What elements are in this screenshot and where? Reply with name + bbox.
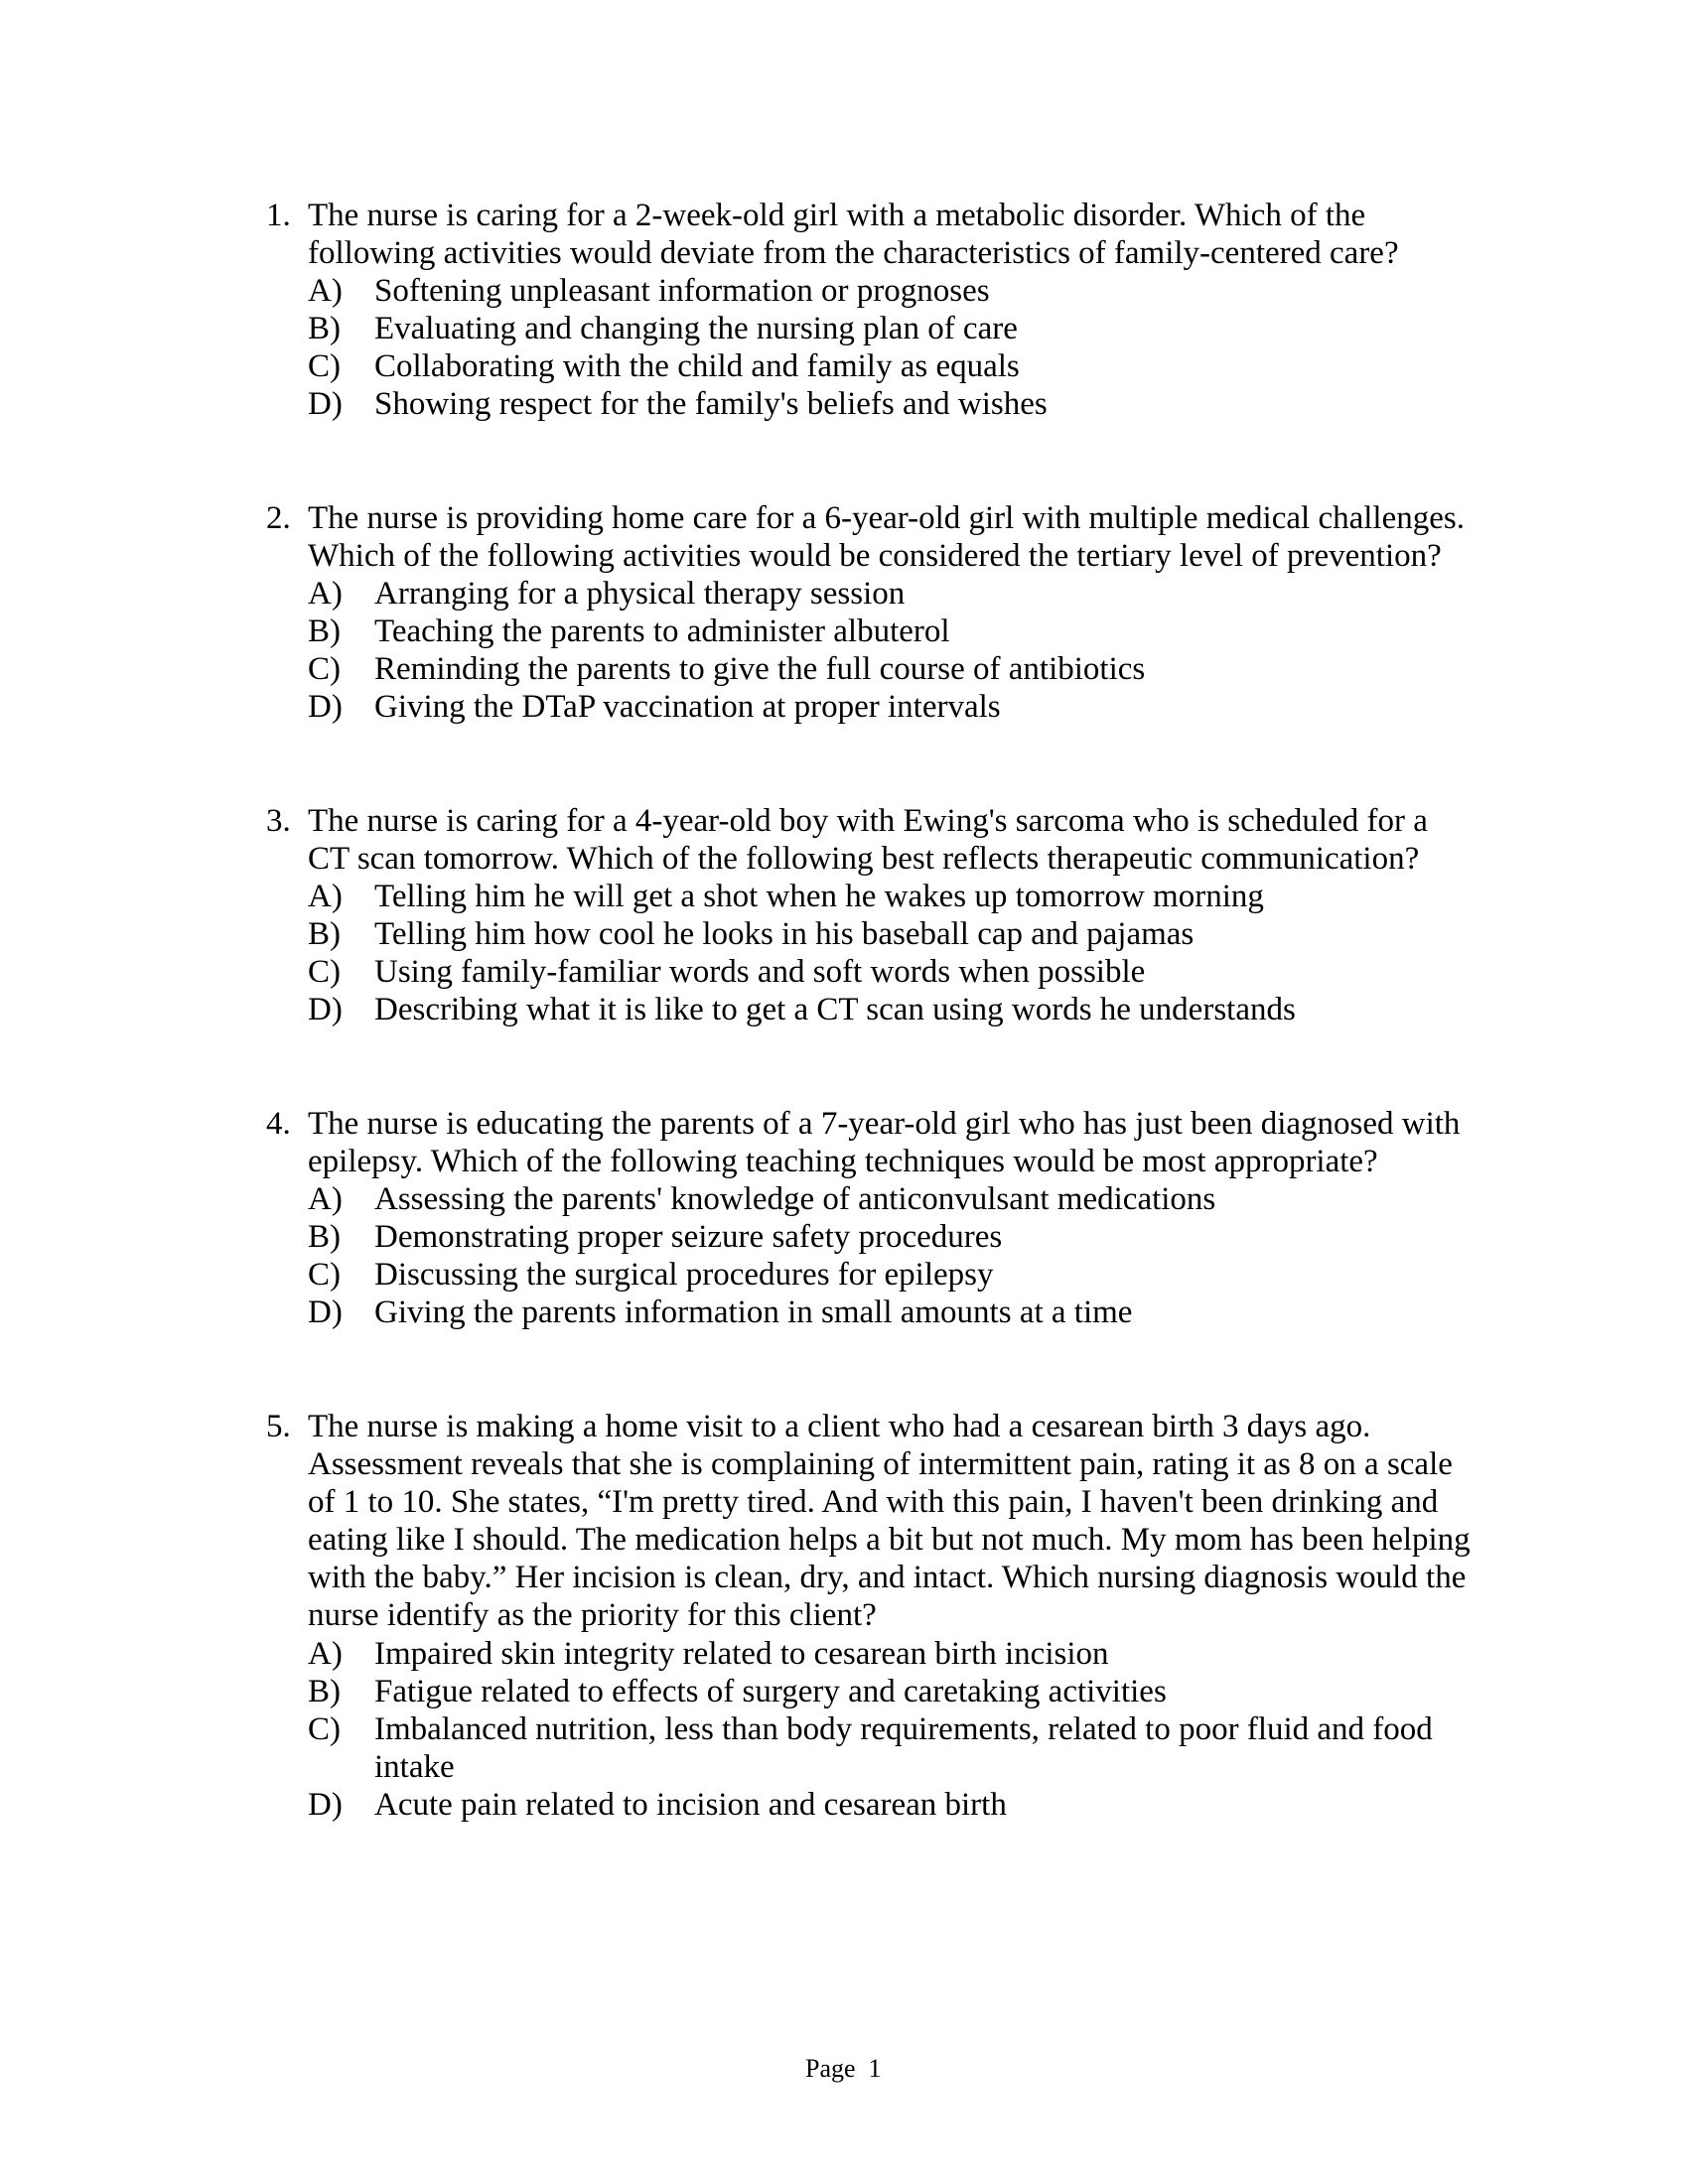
question-stem-line: The nurse is providing home care for a 6-year-old girl with multiple medical challenges.	[308, 500, 1465, 536]
option-text-line: Using family-familiar words and soft words when possible	[374, 954, 1146, 991]
answer-option-b	[308, 310, 1499, 347]
option-text	[374, 1710, 1499, 1786]
answer-option-d	[308, 385, 1499, 423]
option-text	[374, 688, 1499, 726]
answer-options	[308, 1180, 1499, 1331]
option-letter: A)	[308, 879, 343, 915]
option-text-line: Impaired skin integrity related to cesarean birth incision	[374, 1635, 1109, 1672]
option-text-line: Imbalanced nutrition, less than body requirements, related to poor fluid and food	[374, 1710, 1433, 1747]
question-stem	[308, 499, 1499, 727]
answer-option-c	[308, 1710, 1499, 1786]
answer-option-b	[308, 613, 1499, 650]
answer-option-a	[308, 1180, 1499, 1218]
option-letter: C)	[308, 651, 341, 688]
answer-options	[308, 575, 1499, 726]
option-text-line: Describing what it is like to get a CT scan using words he understands	[374, 992, 1296, 1028]
question-stem-line: of 1 to 10. She states, “I'm pretty tired. And with this pain, I haven't been drinking and	[308, 1484, 1439, 1521]
option-letter: D)	[308, 386, 343, 423]
question-stem-line: CT scan tomorrow. Which of the following best reflects therapeutic communication?	[308, 841, 1420, 878]
option-letter: C)	[308, 1710, 341, 1747]
question-number: 2.	[266, 500, 291, 536]
option-letter: C)	[308, 348, 341, 385]
page-number: Page 1	[805, 2054, 882, 2083]
answer-options	[308, 878, 1499, 1028]
answer-option-a	[308, 878, 1499, 915]
option-text	[374, 878, 1499, 915]
question-stem-line: The nurse is caring for a 4-year-old boy with Ewing's sarcoma who is scheduled for a	[308, 803, 1428, 839]
question-stem-line: epilepsy. Which of the following teaching techniques would be most appropriate?	[308, 1144, 1378, 1180]
question-stem	[308, 197, 1499, 424]
option-text-line: Teaching the parents to administer albuterol	[374, 614, 950, 650]
question-stem	[308, 802, 1499, 1029]
question-number: 1.	[266, 198, 291, 233]
option-text	[374, 915, 1499, 953]
answer-option-d	[308, 1294, 1499, 1331]
option-text-line: Demonstrating proper seizure safety procedures	[374, 1219, 1003, 1256]
answer-option-d	[308, 991, 1499, 1028]
option-letter: B)	[308, 1673, 341, 1709]
option-text	[374, 991, 1499, 1028]
option-text-line: Giving the DTaP vaccination at proper intervals	[374, 689, 1001, 726]
question-stem-line: The nurse is making a home visit to a client who had a cesarean birth 3 days ago.	[308, 1409, 1371, 1444]
answer-option-c	[308, 650, 1499, 688]
option-text-line: Telling him how cool he looks in his baseball cap and pajamas	[374, 916, 1195, 953]
option-letter: D)	[308, 689, 343, 726]
option-text	[374, 1673, 1499, 1710]
answer-option-a	[308, 575, 1499, 613]
answer-option-a	[308, 1635, 1499, 1673]
question-number: 4.	[266, 1106, 291, 1142]
option-text	[374, 1294, 1499, 1331]
option-text	[374, 385, 1499, 423]
option-text-line: Arranging for a physical therapy session	[374, 576, 906, 613]
option-text	[374, 1635, 1499, 1673]
question-number: 5.	[266, 1409, 291, 1444]
answer-option-c	[308, 1256, 1499, 1294]
answer-option-c	[308, 953, 1499, 991]
answer-options	[308, 1635, 1499, 1824]
answer-options	[308, 272, 1499, 423]
answer-option-d	[308, 688, 1499, 726]
option-letter: A)	[308, 576, 343, 613]
question-stem-line: eating like I should. The medication helps a bit but not much. My mom has been helping	[308, 1522, 1471, 1559]
option-text	[374, 310, 1499, 347]
answer-option-a	[308, 272, 1499, 310]
answer-option-b	[308, 1673, 1499, 1710]
option-text	[374, 613, 1499, 650]
option-text-line: Fatigue related to effects of surgery and caretaking activities	[374, 1673, 1167, 1709]
question-stem-line: Which of the following activities would be considered the tertiary level of prevention?	[308, 538, 1442, 575]
option-letter: D)	[308, 992, 343, 1028]
option-letter: B)	[308, 311, 341, 347]
option-text	[374, 1180, 1499, 1218]
option-text	[374, 1218, 1499, 1256]
option-text-line: Reminding the parents to give the full course of antibiotics	[374, 651, 1146, 688]
option-text	[374, 575, 1499, 613]
question-stem	[308, 1105, 1499, 1332]
option-text	[374, 650, 1499, 688]
option-letter: B)	[308, 916, 341, 953]
option-letter: A)	[308, 273, 343, 310]
option-text	[374, 1256, 1499, 1294]
option-letter: B)	[308, 1219, 341, 1256]
question-stem-line: Assessment reveals that she is complaining of intermittent pain, rating it as 8 on a scale	[308, 1446, 1453, 1483]
option-text-line: Discussing the surgical procedures for epilepsy	[374, 1257, 994, 1294]
option-letter: D)	[308, 1295, 343, 1331]
answer-option-b	[308, 915, 1499, 953]
option-letter: C)	[308, 954, 341, 991]
option-text-line: Evaluating and changing the nursing plan of care	[374, 311, 1018, 347]
answer-option-c	[308, 347, 1499, 385]
option-text-line: Softening unpleasant information or prognoses	[374, 273, 990, 310]
question-stem-line: with the baby.” Her incision is clean, dry, and intact. Which nursing diagnosis would the	[308, 1560, 1467, 1596]
option-text-line: Collaborating with the child and family as equals	[374, 348, 1020, 385]
option-letter: B)	[308, 614, 341, 650]
answer-option-b	[308, 1218, 1499, 1256]
option-text-line: Telling him he will get a shot when he wakes up tomorrow morning	[374, 879, 1264, 915]
answer-option-d	[308, 1786, 1499, 1824]
option-letter: A)	[308, 1181, 343, 1218]
option-text-line: Showing respect for the family's beliefs and wishes	[374, 386, 1048, 423]
question-stem-line: The nurse is caring for a 2-week-old girl with a metabolic disorder. Which of the	[308, 198, 1366, 233]
option-text	[374, 953, 1499, 991]
option-text	[374, 272, 1499, 310]
question-number: 3.	[266, 803, 291, 839]
question-stem	[308, 1408, 1499, 1824]
option-text-line: intake	[374, 1748, 455, 1785]
option-letter: D)	[308, 1786, 343, 1823]
option-letter: A)	[308, 1635, 343, 1672]
question-stem-line: nurse identify as the priority for this client?	[308, 1597, 877, 1634]
question-stem-line: The nurse is educating the parents of a 7-year-old girl who has just been diagnosed with	[308, 1106, 1461, 1142]
question-stem-line: following activities would deviate from the characteristics of family-centered care?	[308, 235, 1399, 272]
option-text	[374, 1786, 1499, 1824]
option-text	[374, 347, 1499, 385]
option-text-line: Acute pain related to incision and cesarean birth	[374, 1786, 1007, 1823]
option-letter: C)	[308, 1257, 341, 1294]
option-text-line: Assessing the parents' knowledge of anticonvulsant medications	[374, 1181, 1216, 1218]
option-text-line: Giving the parents information in small amounts at a time	[374, 1295, 1133, 1331]
